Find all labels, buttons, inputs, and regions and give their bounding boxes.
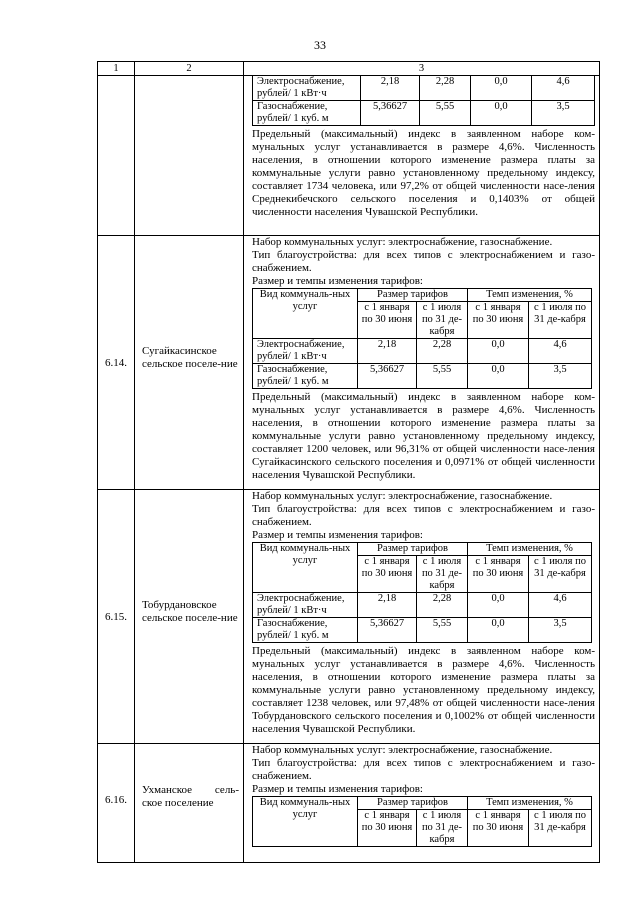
- tariff-table: Вид коммуналь-ных услуг Размер тарифов Темп изменения, % с 1 января по 30 июня с 1 июля по 31 де-кабря с 1 января по 30 июня с 1 июля по 31 де-кабря Электроснабжение, рублей/ 1 кВт·ч 2,18 2,28 0,0 4,6 Газоснабжение, рублей/ 1 куб. м 5,36627 5,55 0,0 3,5: [252, 542, 592, 643]
- entry-row-6-16: [97, 744, 600, 863]
- tariff-intro: Размер и темпы изменения тарифов:: [252, 275, 423, 287]
- services-line: Набор коммунальных услуг: электроснабжение, газоснабжение.: [252, 490, 553, 502]
- table-header-row: [97, 61, 600, 76]
- improvement-line: Тип благоустройства: для всех типов с электроснабжением и газо-снабжением.: [252, 503, 595, 528]
- improvement-line: Тип благоустройства: для всех типов с электроснабжением и газо-снабжением.: [252, 249, 595, 274]
- tariff-row-gas: Газоснабжение, рублей/ 1 куб. м 5,36627 5,55 0,0 3,5: [253, 364, 592, 389]
- entry-number: 6.16.: [105, 794, 127, 806]
- tariff-intro: Размер и темпы изменения тарифов:: [252, 783, 423, 795]
- improvement-line: Тип благоустройства: для всех типов с электроснабжением и газо-снабжением.: [252, 757, 595, 782]
- limit-index-text: Предельный (максимальный) индекс в заявленном наборе ком-мунальных услуг устанавливается в размере 4,6%. Численность населения, в отношении которого изменение размера платы за коммунальные услуги равно установленному предельному индексу, составляет 1200 человек, или 96,31% от общей численности насе-ления Сугайкасинского сельского поселения и 0,0971% от общей численности населения Чувашской Республики.: [252, 391, 595, 481]
- entry-row-6-14: [97, 236, 600, 490]
- services-line: Набор коммунальных услуг: электроснабжение, газоснабжение.: [252, 236, 553, 248]
- tariff-table: Вид коммуналь-ных услуг Размер тарифов Темп изменения, % с 1 января по 30 июня с 1 июля по 31 де-кабря с 1 января по 30 июня с 1 июля по 31 де-кабря: [252, 796, 592, 847]
- limit-index-text: Предельный (максимальный) индекс в заявленном наборе ком-мунальных услуг устанавливается в размере 4,6%. Численность населения, в отношении которого изменение размера платы за коммунальные услуги равно установленному предельному индексу, составляет 1238 человек, или 97,48% от общей численности насе-ления Тобурдановского сельского поселения и 0,1002% от общей численности населения Чувашской Республики.: [252, 645, 595, 735]
- tariff-intro: Размер и темпы изменения тарифов:: [252, 529, 423, 541]
- settlement-name: Сугайкасинское сельское поселе-ние: [142, 345, 238, 370]
- page-number: 33: [314, 38, 326, 52]
- header-col-2: 2: [135, 62, 244, 75]
- services-line: Набор коммунальных услуг: электроснабжение, газоснабжение.: [252, 744, 553, 756]
- tariff-row-electricity: Электроснабжение, рублей/ 1 кВт·ч 2,18 2,28 0,0 4,6: [253, 593, 592, 618]
- limit-index-text: Предельный (максимальный) индекс в заявленном наборе ком-мунальных услуг устанавливается в размере 4,6%. Численность населения, в отношении которого изменение размера платы за коммунальные услуги равно установленному предельному индексу, составляет 1734 человека, или 97,2% от общей численности насе-ления Среднекибечского сельского поселения и 0,1403% от общей численности населения Чувашской Республики.: [252, 128, 595, 218]
- document-table: [97, 61, 600, 863]
- tariff-row-gas: Газоснабжение, рублей/ 1 куб. м 5,36627 5,55 0,0 3,5: [253, 618, 592, 643]
- entry-number: 6.14.: [105, 357, 127, 369]
- tariff-table: Вид коммуналь-ных услуг Размер тарифов Темп изменения, % с 1 января по 30 июня с 1 июля по 31 де-кабря с 1 января по 30 июня с 1 июля по 31 де-кабря Электроснабжение, рублей/ 1 кВт·ч 2,18 2,28 0,0 4,6 Газоснабжение, рублей/ 1 куб. м 5,36627 5,55 0,0 3,5: [252, 288, 592, 389]
- entry-row-continuation: [97, 76, 600, 236]
- entry-number: 6.15.: [105, 611, 127, 623]
- header-col-3: 3: [418, 63, 425, 74]
- header-col-1: 1: [98, 62, 135, 75]
- tariff-row-gas: Газоснабжение, рублей/ 1 куб. м 5,36627 5,55 0,0 3,5: [253, 101, 595, 126]
- settlement-name: Тобурдановское сельское поселе-ние: [142, 599, 238, 624]
- entry-row-6-15: [97, 490, 600, 744]
- settlement-name: Ухманское сель-ское поселение: [142, 784, 239, 809]
- tariff-row-electricity: Электроснабжение, рублей/ 1 кВт·ч 2,18 2,28 0,0 4,6: [253, 339, 592, 364]
- tariff-row-electricity: Электроснабжение, рублей/ 1 кВт·ч 2,18 2,28 0,0 4,6: [253, 76, 595, 101]
- tariff-table-values: [252, 75, 595, 126]
